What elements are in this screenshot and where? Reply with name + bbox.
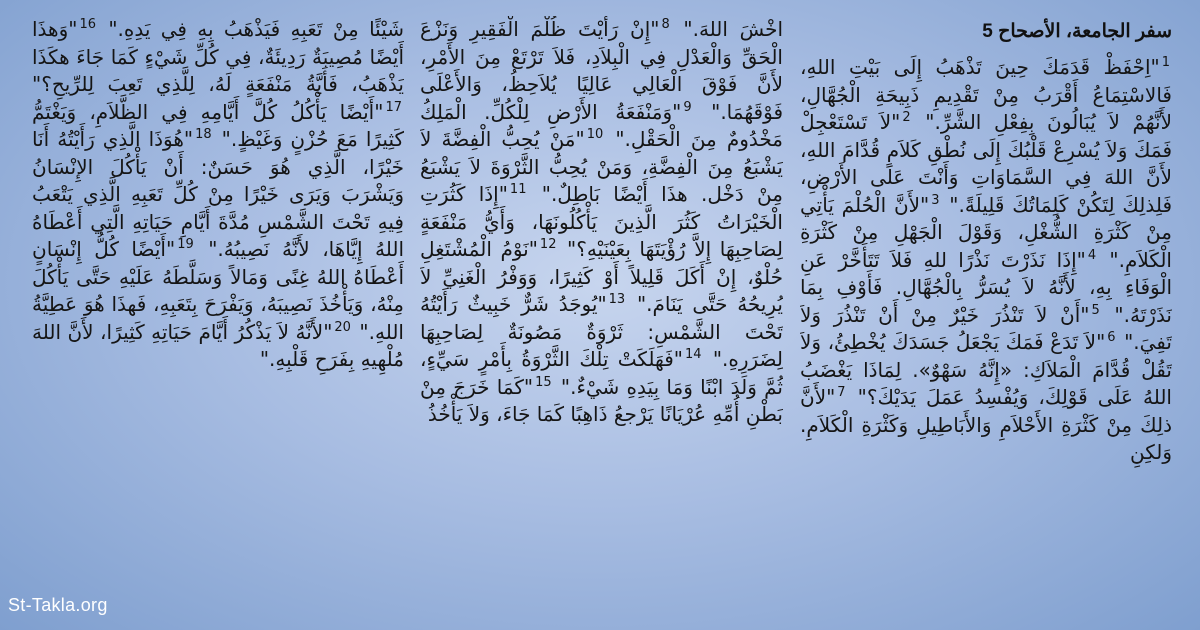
verse-number: 18 xyxy=(195,127,212,143)
verse-number: 12 xyxy=(539,237,557,253)
verse-text: "فَهَلَكَتْ تِلْكَ الثَّرْوَةُ بِأَمْرٍ سَيِّءٍ، ثُمَّ وَلَدَ ابْنًا وَمَا بِيَدِهِ شَيْءٌ." xyxy=(420,347,783,399)
verse-text: "نَوْمُ الْمُشْتَغِلِ حُلْوٌ، إِنْ أَكَلَ قَلِيلاً أَوْ كَثِيرًا، وَوَفْرُ الْغَنِيِّ لاَ يُرِيحُهُ حَتَّى يَنَامَ." xyxy=(420,237,783,316)
verse-text: "اِحْفَظْ قَدَمَكَ حِينَ تَذْهَبُ إِلَى بَيْتِ اللهِ، فَالاسْتِمَاعُ أَقْرَبُ مِنْ تَقْدِيمِ ذَبِيحَةِ الْجُهَّالِ، لأَنَّهُمْ لاَ يُبَالُونَ بِفِعْلِ الشَّرِّ." xyxy=(800,55,1172,134)
verse-text: اخْشَ اللهَ." xyxy=(671,17,783,41)
verse-text: "لأَنَّ ذلِكَ مِنْ كَثْرَةِ الأَحْلاَمِ وَالأَبَاطِيلِ وَكَثْرَةِ الْكَلاَمِ. وَلكِنِ xyxy=(800,385,1172,464)
verse-text: "إِذَا نَذَرْتَ نَذْرًا للهِ فَلاَ تَتَأَخَّرْ عَنِ الْوَفَاءِ بِهِ، لأَنَّهُ لاَ يُسَرُّ بِالْجُهَّالِ. فَأَوْفِ بِمَا نَذَرْتَهُ." xyxy=(800,247,1172,327)
watermark: St-Takla.org xyxy=(8,595,108,615)
page-title: سفر الجامعة، الأصحاح 5 xyxy=(982,21,1172,42)
verse-text: شَيْئًا مِنْ تَعَبِهِ فَيَذْهَبُ بِهِ فِي يَدِهِ." xyxy=(98,17,404,41)
text-column-left xyxy=(32,16,404,612)
verse-text: "مَنْ يُحِبُّ الْفِضَّةَ لاَ يَشْبَعُ مِنَ الْفِضَّةِ، وَمَنْ يُحِبُّ الثَّرْوَةَ لاَ يَشْبَعُ مِنْ دَخْل. هذَا أَيْضًا بَاطِلٌ." xyxy=(420,127,783,206)
verse-number: 13 xyxy=(608,292,626,308)
verse-text: "إِذَا كَثُرَتِ الْخَيْرَاتُ كَثُرَ الَّذِينَ يَأْكُلُونَهَا، وَأَيُّ مَنْفَعَةٍ لِصَاحِبِهَا إِلاَّ رُؤْيَتَهَا بِعَيْنَيْهِ؟" xyxy=(420,182,783,261)
verse-number: 4 xyxy=(1087,247,1097,263)
verse-text: "يُوجَدُ شَرٌّ خَبِيثٌ رَأَيْتُهُ تَحْتَ الشَّمْسِ: ثَرْوَةٌ مَصُونَةٌ لِصَاحِبِهَا لِضَرَرِهِ." xyxy=(420,292,783,371)
verse-number: 19 xyxy=(177,237,194,253)
verse-number: 15 xyxy=(535,374,552,390)
verse-text: "لأَنَّ الْحُلْمَ يَأْتِي مِنْ كَثْرَةِ الشُّغْلِ، وَقَوْلَ الْجَهْلِ مِنْ كَثْرَةِ الْكَلاَمِ." xyxy=(800,192,1172,272)
verse-text: "أَنْ لاَ تَنْذُرَ خَيْرٌ مِنْ أَنْ تَنْذُرَ وَلاَ تَفِيَ." xyxy=(800,302,1172,354)
verse-number: 7 xyxy=(837,385,846,401)
verse-text: "كَمَا خَرَجَ مِنْ بَطْنِ أُمِّهِ عُرْيَانًا يَرْجعُ ذَاهِبًا كَمَا جَاءَ، وَلاَ يَأْخُذُ xyxy=(420,374,783,426)
verse-number: 1 xyxy=(1161,55,1170,71)
text-column-right xyxy=(800,16,1172,612)
verse-text: "إِنْ رَأَيْتَ ظُلْمَ الْفَقِيرِ وَنَزْعَ الْحَقِّ وَالْعَدْلِ فِي الْبِلاَدِ، فَلاَ تَرْتَعْ مِنَ الأَمْرِ، لأَنَّ فَوْقَ الْعَالِي عَالِيًا يُلاَحِظُ، وَالأَعْلَى فَوْقَهُمَا." xyxy=(420,17,783,124)
verse-list xyxy=(800,54,1172,467)
verse-number: 2 xyxy=(902,110,911,126)
verse-number: 14 xyxy=(685,347,702,363)
verse-number: 11 xyxy=(509,182,527,198)
verse-text: "وَهذَا أَيْضًا مُصِيبَةٌ رَدِيئَةٌ، فِي كُلِّ شَيْءٍ كَمَا جَاءَ هكَذَا يَذْهَبُ، فَأَيَّةُ مَنْفَعَةٍ لَهُ، لِلَّذِي تَعِبَ لِلرِّيحِ؟" xyxy=(32,17,404,96)
text-column-middle xyxy=(420,16,783,612)
verse-number: 8 xyxy=(661,17,670,33)
verse-number: 10 xyxy=(586,127,604,143)
verse-number: 5 xyxy=(1091,302,1100,318)
verse-text: "وَمَنْفَعَةُ الأَرْضِ لِلْكُلِّ. الْمَلِكُ مَخْدُومٌ مِنَ الْحَقْلِ." xyxy=(420,99,783,151)
verse-text: "لاَ تَسْتَعْجِلْ فَمَكَ وَلاَ يُسْرِعْ قَلْبُكَ إِلَى نُطْقِ كَلاَمٍ قُدَّامَ اللهِ، لأَنَّ اللهَ فِي السَّمَاوَاتِ وَأَنْتَ عَلَى الأَرْضِ، فَلِذلِكَ لِتَكُنْ كَلِمَاتُكَ قَلِيلَةً." xyxy=(800,110,1172,217)
verse-text: "أَيْضًا كُلُّ إِنْسَانٍ أَعْطَاهُ اللهُ غِنًى وَمَالاً وَسَلَّطَهُ عَلَيْهِ حَتَّى يَأْكُلَ مِنْهُ، وَيَأْخُذَ نَصِيبَهُ، وَيَفْرَحَ بِتَعَبِهِ، فَهذَا هُوَ عَطِيَّةُ اللهِ." xyxy=(32,237,404,344)
verse-list xyxy=(32,16,404,374)
verse-number: 17 xyxy=(385,99,402,115)
verse-text: "أَيْضًا يَأْكُلُ كُلَّ أَيَّامِهِ فِي الظَّلاَمِ، وَيَغْتَمُّ كَثِيرًا مَعَ حُزْنٍ وَغَيْظٍ." xyxy=(32,99,404,151)
verse-text: "لاَ تَدَعْ فَمَكَ يَجْعَلُ جَسَدَكَ يُخْطِئُ، وَلاَ تَقُلْ قُدَّامَ الْمَلاَكِ: «إِنَّهُ سَهْوٌ». لِمَاذَا يَغْضَبُ اللهُ عَلَى قَوْلِكَ، وَيُفْسِدُ عَمَلَ يَدَيْكَ؟" xyxy=(800,330,1172,409)
verse-list xyxy=(420,16,783,429)
verse-number: 20 xyxy=(334,319,351,335)
verse-text: "لأَنَّهُ لاَ يَذْكُرُ أَيَّامَ حَيَاتِهِ كَثِيرًا، لأَنَّ اللهَ مُلْهِيهِ بِفَرَحِ قَلْبِهِ." xyxy=(32,319,404,371)
verse-number: 3 xyxy=(931,192,940,208)
verse-number: 6 xyxy=(1107,330,1116,346)
verse-number: 9 xyxy=(683,99,692,115)
verse-text: "هُوَذَا الَّذِي رَأَيْتُهُ أَنَا خَيْرًا، الَّذِي هُوَ حَسَنٌ: أَنْ يَأْكُلَ الإِنْسَانُ وَيَشْرَبَ وَيَرَى خَيْرًا مِنْ كُلِّ تَعَبِهِ الَّذِي يَتْعَبُ فِيهِ تَحْتَ الشَّمْسِ مُدَّةَ أَيَّامِ حَيَاتِهِ الَّتِي أَعْطَاهُ اللهُ إِيَّاهَا، لأَنَّهُ نَصِيبُهُ." xyxy=(32,127,404,261)
verse-number: 16 xyxy=(79,17,97,33)
